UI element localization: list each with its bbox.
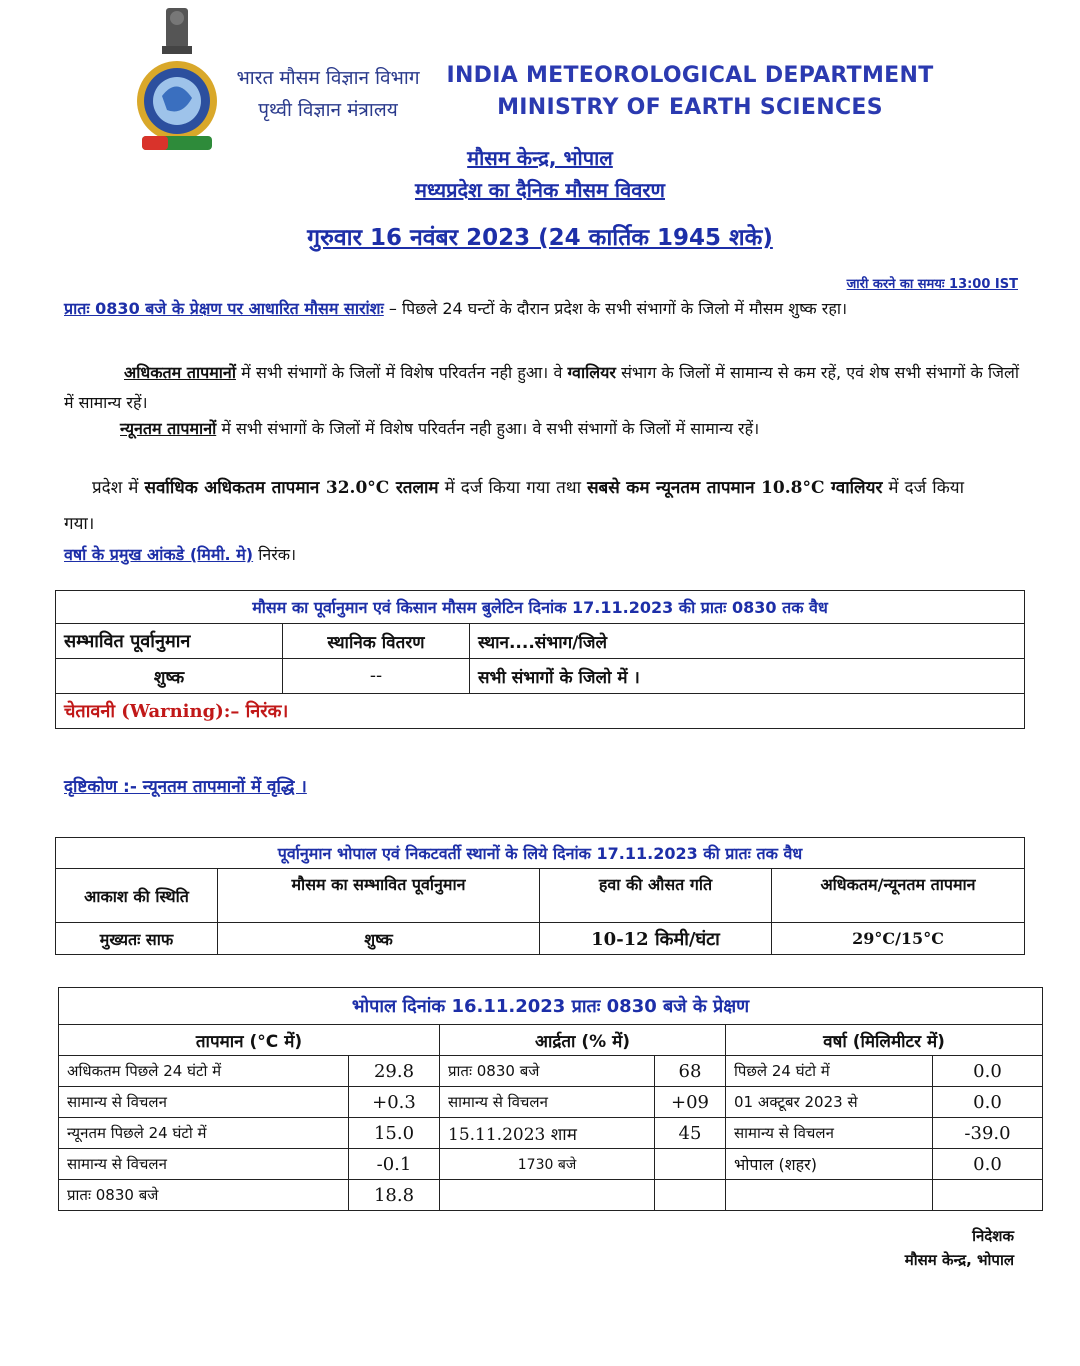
obs-cell: सामान्य से विचलन bbox=[726, 1118, 933, 1149]
obs-cell: 29.8 bbox=[349, 1056, 440, 1087]
bhopal-forecast-value: 10-12 किमी/घंटा bbox=[540, 923, 772, 955]
signature-block bbox=[800, 1224, 1014, 1272]
obs-cell: न्यूनतम पिछले 24 घंटो में bbox=[59, 1118, 349, 1149]
bhopal-forecast-value: शुष्क bbox=[218, 923, 540, 955]
forecast-table-title: मौसम का पूर्वानुमान एवं किसान मौसम बुलेटिन दिनांक 17.11.2023 की प्रातः 0830 तक वैध bbox=[56, 591, 1025, 624]
forecast-cell: -- bbox=[283, 659, 470, 694]
forecast-col-header: स्थानिक वितरण bbox=[283, 624, 470, 659]
obs-cell: अधिकतम पिछले 24 घंटो में bbox=[59, 1056, 349, 1087]
bhopal-forecast-header: हवा की औसत गति bbox=[540, 869, 772, 923]
obs-cell: सामान्य से विचलन bbox=[59, 1149, 349, 1180]
bhopal-forecast-value: 29°C/15°C bbox=[772, 923, 1025, 955]
obs-cell bbox=[655, 1180, 726, 1211]
bhopal-forecast-header: अधिकतम/न्यूनतम तापमान bbox=[772, 869, 1025, 923]
obs-cell: 01 अक्टूबर 2023 से bbox=[726, 1087, 933, 1118]
extreme-temp-paragraph: प्रदेश में सर्वाधिक अधिकतम तापमान 32.0°C रतलाम में दर्ज किया गया तथा सबसे कम न्यूनतम तापमान 10.8°C ग्वालियर में दर्ज किया गया। bbox=[64, 478, 965, 534]
forecast-table bbox=[55, 590, 1025, 729]
obs-cell: +0.3 bbox=[349, 1087, 440, 1118]
observations-table bbox=[58, 987, 1043, 1211]
observations-title: भोपाल दिनांक 16.11.2023 प्रातः 0830 बजे के प्रेक्षण bbox=[59, 988, 1043, 1025]
obs-cell: सामान्य से विचलन bbox=[440, 1087, 655, 1118]
obs-cell: +09 bbox=[655, 1087, 726, 1118]
forecast-col-header: सम्भावित पूर्वानुमान bbox=[56, 624, 283, 659]
imd-logo bbox=[132, 6, 222, 156]
bhopal-forecast-title: पूर्वानुमान भोपाल एवं निकटवर्ती स्थानों के लिये दिनांक 17.11.2023 की प्रातः तक वैध bbox=[56, 838, 1025, 869]
bulletin-date: गुरुवार 16 नवंबर 2023 (24 कार्तिक 1945 शके) bbox=[307, 225, 773, 251]
centre-name: मौसम केन्द्र, भोपाल bbox=[467, 146, 613, 170]
obs-cell: 0.0 bbox=[933, 1056, 1043, 1087]
obs-cell: 0.0 bbox=[933, 1149, 1043, 1180]
outlook: दृष्टिकोण :- न्यूनतम तापमानों में वृद्धि । bbox=[64, 777, 307, 797]
obs-cell: सामान्य से विचलन bbox=[59, 1087, 349, 1118]
bhopal-forecast-header: आकाश की स्थिति bbox=[56, 869, 218, 923]
obs-cell: 68 bbox=[655, 1056, 726, 1087]
warning-row: चेतावनी (Warning):– निरंक। bbox=[56, 694, 1025, 729]
obs-cell: 15.11.2023 शाम bbox=[440, 1118, 655, 1149]
obs-cell: 45 bbox=[655, 1118, 726, 1149]
obs-col-humidity: आर्द्रता (% में) bbox=[440, 1025, 726, 1056]
forecast-col-header: स्थान....संभाग/जिले bbox=[470, 624, 1025, 659]
signature-office: मौसम केन्द्र, भोपाल bbox=[904, 1251, 1014, 1269]
obs-cell: 1730 बजे bbox=[440, 1149, 655, 1180]
obs-cell bbox=[655, 1149, 726, 1180]
obs-cell: 15.0 bbox=[349, 1118, 440, 1149]
obs-col-rain: वर्षा (मिलिमीटर में) bbox=[726, 1025, 1043, 1056]
rainfall-value: निरंक। bbox=[258, 545, 297, 564]
english-organization: INDIA METEOROLOGICAL DEPARTMENT MINISTRY OF EARTH SCIENCES bbox=[446, 63, 934, 120]
obs-col-temp: तापमान (°C में) bbox=[59, 1025, 440, 1056]
obs-cell: -39.0 bbox=[933, 1118, 1043, 1149]
issue-time: जारी करने का समयः 13:00 IST bbox=[846, 277, 1018, 292]
obs-cell: 0.0 bbox=[933, 1087, 1043, 1118]
summary-label: प्रातः 0830 बजे के प्रेक्षण पर आधारित मौसम सारांशः bbox=[64, 299, 384, 318]
bhopal-forecast-value: मुख्यतः साफ bbox=[56, 923, 218, 955]
bhopal-forecast-header: मौसम का सम्भावित पूर्वानुमान bbox=[218, 869, 540, 923]
obs-cell bbox=[726, 1180, 933, 1211]
max-temp-paragraph: अधिकतम तापमानों में सभी संभागों के जिलों में विशेष परिवर्तन नही हुआ। वे ग्वालियर संभाग के जिलों में सामान्य से कम रहें, एवं शेष सभी संभागों के जिलों में सामान्य रहें। bbox=[64, 363, 1020, 412]
obs-cell: पिछले 24 घंटो में bbox=[726, 1056, 933, 1087]
bulletin-title: मध्यप्रदेश का दैनिक मौसम विवरण bbox=[414, 178, 665, 202]
forecast-cell: शुष्क bbox=[56, 659, 283, 694]
forecast-cell: सभी संभागों के जिलो में । bbox=[470, 659, 1025, 694]
obs-cell: 18.8 bbox=[349, 1180, 440, 1211]
min-temp-paragraph: न्यूनतम तापमानों में सभी संभागों के जिलों में विशेष परिवर्तन नही हुआ। वे सभी संभागों के जिलों में सामान्य रहें। bbox=[120, 419, 760, 438]
summary-paragraph: प्रातः 0830 बजे के प्रेक्षण पर आधारित मौसम सारांशः – पिछले 24 घन्टों के दौरान प्रदेश के सभी संभागों के जिलो में मौसम शुष्क रहा। bbox=[64, 299, 848, 318]
obs-cell: प्रातः 0830 बजे bbox=[59, 1180, 349, 1211]
obs-cell: प्रातः 0830 बजे bbox=[440, 1056, 655, 1087]
hindi-organization: भारत मौसम विज्ञान विभाग पृथ्वी विज्ञान मंत्रालय bbox=[236, 67, 420, 121]
bhopal-forecast-table bbox=[55, 837, 1025, 955]
obs-cell bbox=[933, 1180, 1043, 1211]
obs-cell: भोपाल (शहर) bbox=[726, 1149, 933, 1180]
obs-cell: -0.1 bbox=[349, 1149, 440, 1180]
obs-cell bbox=[440, 1180, 655, 1211]
rainfall-line bbox=[64, 540, 664, 570]
rainfall-label: वर्षा के प्रमुख आंकडे (मिमी. मे) bbox=[64, 545, 254, 564]
signature-title: निदेशक bbox=[972, 1227, 1014, 1245]
